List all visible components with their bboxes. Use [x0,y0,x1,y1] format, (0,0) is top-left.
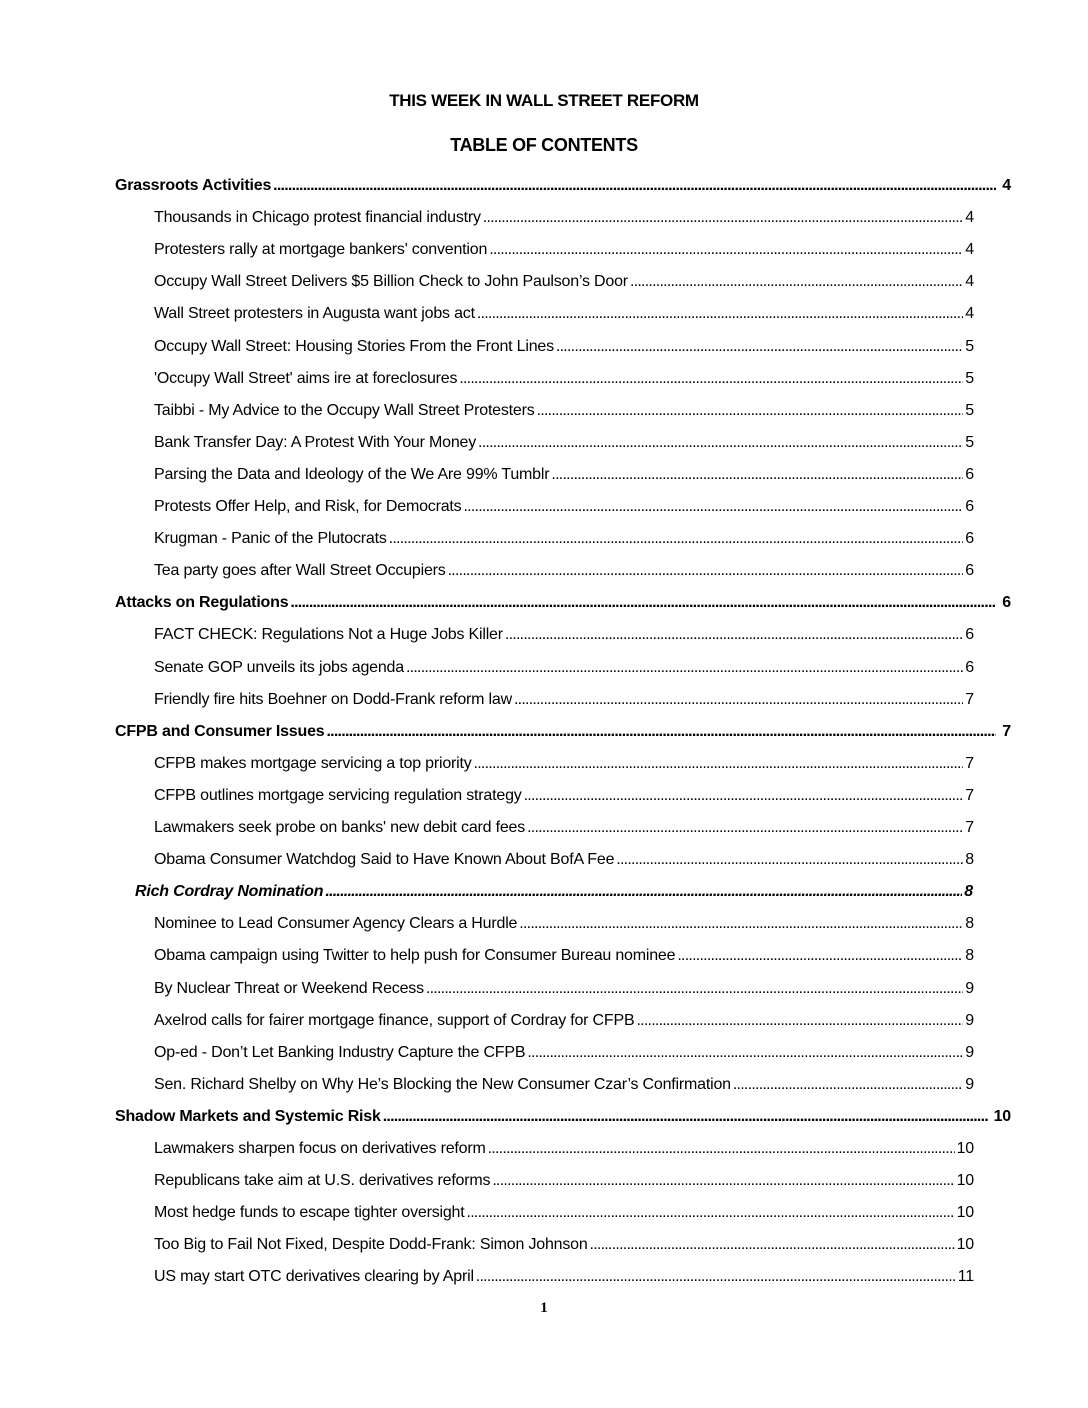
toc-entry-page-number: 10 [956,1204,974,1221]
toc-entry-page-number: 6 [965,466,974,483]
toc-entry-title: Occupy Wall Street: Housing Stories From the Front Lines [154,338,554,355]
toc-entry-article[interactable] [154,849,974,871]
toc-entry-page-number: 7 [965,691,974,708]
toc-entry-title: FACT CHECK: Regulations Not a Huge Jobs Killer [154,626,503,643]
dot-leader [488,1138,955,1160]
toc-entry-article[interactable] [154,1234,974,1256]
toc-entry-section[interactable] [115,721,1011,743]
toc-entry-page-number: 6 [965,530,974,547]
dot-leader [590,1234,955,1256]
toc-entry-page-number: 8 [964,883,973,900]
toc-entry-page-number: 8 [965,915,974,932]
toc-entry-page-number: 7 [1002,723,1011,740]
toc-entry-title: Most hedge funds to escape tighter oversight [154,1204,465,1221]
toc-entry-page-number: 6 [965,626,974,643]
toc-entry-page-number: 10 [956,1172,974,1189]
toc-entry-title: Attacks on Regulations [115,594,289,611]
toc-heading: TABLE OF CONTENTS [450,135,638,155]
toc-entry-article[interactable] [154,978,974,1000]
dot-leader [489,239,963,261]
toc-entry-page-number: 8 [965,851,974,868]
dot-leader [556,336,963,358]
dot-leader [477,303,963,325]
toc-entry-article[interactable] [154,785,974,807]
toc-entry-article[interactable] [154,753,974,775]
toc-entry-title: Senate GOP unveils its jobs agenda [154,659,404,676]
toc-entry-page-number: 8 [965,947,974,964]
toc-entry-page-number: 6 [1002,594,1011,611]
dot-leader [290,592,996,614]
toc-entry-title: By Nuclear Threat or Weekend Recess [154,980,424,997]
dot-leader [406,657,963,679]
dot-leader [519,913,963,935]
toc-entry-article[interactable] [154,560,974,582]
toc-entry-section[interactable] [115,1106,1011,1128]
toc-entry-article[interactable] [154,400,974,422]
dot-leader [476,1266,956,1288]
dot-leader [389,528,964,550]
toc-entry-section[interactable] [115,592,1011,614]
dot-leader [630,271,963,293]
toc-entry-article[interactable] [154,1202,974,1224]
toc-entry-page-number: 7 [965,787,974,804]
toc-entry-page-number: 10 [956,1140,974,1157]
dot-leader [467,1202,955,1224]
toc-entry-page-number: 9 [965,1076,974,1093]
toc-entry-title: Republicans take aim at U.S. derivatives reforms [154,1172,491,1189]
toc-entry-title: Obama campaign using Twitter to help push for Consumer Bureau nominee [154,947,676,964]
toc-entry-article[interactable] [154,1266,974,1288]
toc-entry-title: Thousands in Chicago protest financial industry [154,209,481,226]
toc-entry-article[interactable] [154,303,974,325]
toc-entry-page-number: 6 [965,562,974,579]
toc-entry-article[interactable] [154,207,974,229]
toc-entry-article[interactable] [154,496,974,518]
toc-entry-title: Obama Consumer Watchdog Said to Have Known About BofA Fee [154,851,615,868]
toc-entry-title: Axelrod calls for fairer mortgage finance, support of Cordray for CFPB [154,1012,635,1029]
toc-entry-title: Sen. Richard Shelby on Why He’s Blocking the New Consumer Czar’s Confirmation [154,1076,731,1093]
toc-entry-title: Lawmakers sharpen focus on derivatives reform [154,1140,486,1157]
toc-entry-article[interactable] [154,464,974,486]
toc-entry-title: Protests Offer Help, and Risk, for Democrats [154,498,462,515]
dot-leader [383,1106,988,1128]
toc-entry-title: Protesters rally at mortgage bankers' convention [154,241,488,258]
toc-entry-page-number: 5 [965,338,974,355]
toc-entry-page-number: 6 [965,498,974,515]
dot-leader [463,496,963,518]
dot-leader [677,945,963,967]
toc-entry-title: US may start OTC derivatives clearing by April [154,1268,474,1285]
toc-entry-title: Shadow Markets and Systemic Risk [115,1108,381,1125]
dot-leader [527,1042,963,1064]
toc-entry-article[interactable] [154,1170,974,1192]
dot-leader [459,368,963,390]
dot-leader [505,624,963,646]
dot-leader [426,978,963,1000]
toc-entry-title: CFPB makes mortgage servicing a top priority [154,755,472,772]
toc-entry-page-number: 5 [965,434,974,451]
toc-entry-title: 'Occupy Wall Street' aims ire at foreclosures [154,370,458,387]
dot-leader [326,721,996,743]
toc-entry-article[interactable] [154,913,974,935]
toc-entry-article[interactable] [154,945,974,967]
dot-leader [636,1010,963,1032]
toc-entry-page-number: 11 [957,1268,974,1285]
toc-entry-article[interactable] [154,528,974,550]
toc-entry-title: Grassroots Activities [115,177,272,194]
dot-leader [537,400,964,422]
page-number: 1 [540,1300,548,1316]
toc-entry-title: Wall Street protesters in Augusta want jobs act [154,305,475,322]
toc-entry-subsection[interactable] [135,881,973,903]
toc-entry-title: Op-ed - Don’t Let Banking Industry Capture the CFPB [154,1044,526,1061]
document-title: THIS WEEK IN WALL STREET REFORM [389,91,699,110]
toc-entry-page-number: 4 [965,209,974,226]
toc-entry-page-number: 7 [965,819,974,836]
toc-entry-page-number: 10 [956,1236,974,1253]
toc-entry-title: Krugman - Panic of the Plutocrats [154,530,387,547]
dot-leader [551,464,963,486]
dot-leader [514,689,963,711]
toc-entry-title: Lawmakers seek probe on banks' new debit card fees [154,819,526,836]
toc-entry-article[interactable] [154,271,974,293]
toc-entry-page-number: 9 [965,1044,974,1061]
toc-entry-page-number: 9 [965,1012,974,1029]
toc-entry-page-number: 7 [965,755,974,772]
toc-entry-article[interactable] [154,432,974,454]
toc-entry-title: Parsing the Data and Ideology of the We Are 99% Tumblr [154,466,550,483]
toc-entry-article[interactable] [154,624,974,646]
toc-entry-page-number: 4 [965,241,974,258]
toc-entry-article[interactable] [154,1010,974,1032]
toc-entry-article[interactable] [154,657,974,679]
toc-entry-title: CFPB and Consumer Issues [115,723,325,740]
dot-leader [483,207,964,229]
dot-leader [273,175,996,197]
toc-entry-title: Taibbi - My Advice to the Occupy Wall Street Protesters [154,402,535,419]
dot-leader [616,849,963,871]
toc-entry-title: Nominee to Lead Consumer Agency Clears a Hurdle [154,915,518,932]
dot-leader [474,753,964,775]
toc-entry-page-number: 6 [965,659,974,676]
dot-leader [478,432,963,454]
toc-entry-title: Tea party goes after Wall Street Occupiers [154,562,446,579]
toc-entry-title: Bank Transfer Day: A Protest With Your Money [154,434,477,451]
toc-entry-title: Occupy Wall Street Delivers $5 Billion Check to John Paulson’s Door [154,273,628,290]
toc-entry-title: Rich Cordray Nomination [135,883,324,900]
toc-entry-page-number: 10 [993,1108,1011,1125]
toc-entry-article[interactable] [154,1074,974,1096]
toc-entry-page-number: 9 [965,980,974,997]
toc-entry-page-number: 5 [965,370,974,387]
toc-entry-article[interactable] [154,336,974,358]
dot-leader [448,560,964,582]
toc-entry-article[interactable] [154,817,974,839]
toc-entry-title: Too Big to Fail Not Fixed, Despite Dodd-Frank: Simon Johnson [154,1236,588,1253]
toc-entry-title: CFPB outlines mortgage servicing regulation strategy [154,787,522,804]
dot-leader [492,1170,954,1192]
toc-entry-title: Friendly fire hits Boehner on Dodd-Frank reform law [154,691,512,708]
toc-entry-page-number: 4 [965,273,974,290]
toc-entry-page-number: 4 [965,305,974,322]
dot-leader [325,881,962,903]
dot-leader [733,1074,963,1096]
dot-leader [527,817,963,839]
toc-entry-page-number: 5 [965,402,974,419]
toc-entry-article[interactable] [154,689,974,711]
toc-entry-article[interactable] [154,368,974,390]
toc-entry-article[interactable] [154,239,974,261]
dot-leader [524,785,964,807]
toc-entry-article[interactable] [154,1042,974,1064]
toc-entry-page-number: 4 [1002,177,1011,194]
toc-entry-article[interactable] [154,1138,974,1160]
toc-entry-section[interactable] [115,175,1011,197]
